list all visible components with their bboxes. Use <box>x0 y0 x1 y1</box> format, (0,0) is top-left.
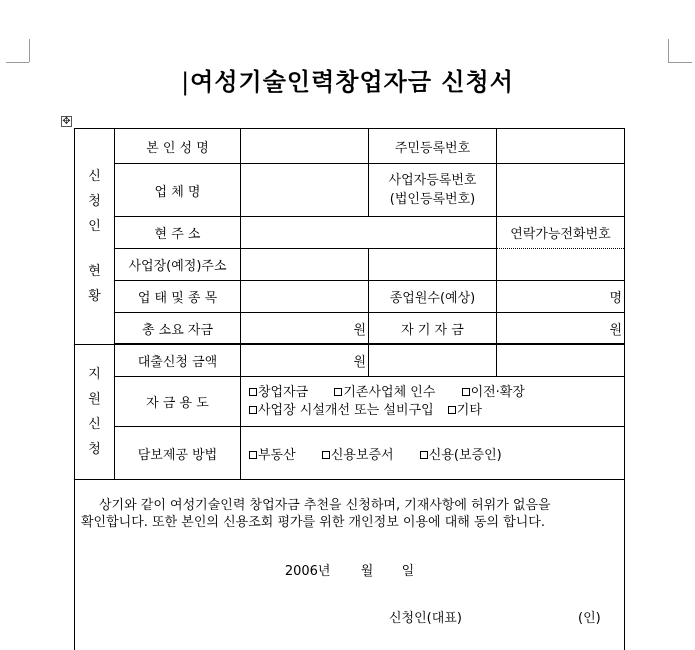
fund-usage-options <box>241 377 625 427</box>
name-field[interactable] <box>241 129 369 164</box>
document-title-text: 여성기술인력창업자금 신청서 <box>190 68 514 96</box>
checkbox-icon[interactable] <box>249 406 257 414</box>
business-address-label: 사업장(예정)주소 <box>115 249 241 281</box>
section-char: 청 <box>88 442 101 457</box>
usage-option-label: 이전·확장 <box>470 384 525 400</box>
collateral-option-label: 신용보증서 <box>330 447 394 463</box>
fund-usage-label: 자 금 용 도 <box>115 377 241 427</box>
applicant-signature-label: 신청인(대표) <box>389 611 462 626</box>
employees-field[interactable] <box>497 281 625 313</box>
total-fund-field[interactable] <box>241 313 369 344</box>
row-loan-amount <box>75 345 625 377</box>
document-title <box>0 62 695 97</box>
collateral-label: 담보제공 방법 <box>115 427 241 480</box>
row-company <box>75 164 625 217</box>
total-fund-label: 총 소요 자금 <box>115 313 241 344</box>
statement-text <box>81 497 618 531</box>
collateral-option-guarantee[interactable] <box>322 444 394 463</box>
checkbox-icon[interactable] <box>249 388 257 396</box>
business-address-field[interactable] <box>241 249 369 281</box>
row-collateral <box>75 427 625 480</box>
collateral-options <box>241 427 625 480</box>
row-address <box>75 217 625 249</box>
seal-mark: (인) <box>578 611 601 626</box>
row-business-type <box>75 281 625 313</box>
usage-option-label: 기존사업체 인수 <box>343 384 436 400</box>
company-name-field[interactable] <box>241 164 369 217</box>
own-fund-field[interactable] <box>497 313 625 344</box>
loan-blank-2 <box>497 345 625 377</box>
checkbox-icon[interactable] <box>334 388 342 396</box>
section-char: 황 <box>88 289 101 304</box>
crop-mark-top-left-vertical <box>29 39 30 62</box>
date-year: 2006년 <box>284 564 331 579</box>
address-label: 현 주 소 <box>115 217 241 249</box>
date-month: 월 <box>360 564 374 579</box>
collateral-option-label: 신용(보증인) <box>428 447 502 463</box>
loan-blank-1 <box>369 345 497 377</box>
statement-cell <box>75 480 625 650</box>
business-type-label: 업 태 및 종 목 <box>115 281 241 313</box>
address-field[interactable] <box>241 217 497 249</box>
resident-no-label: 주민등록번호 <box>369 129 497 164</box>
section-char: 청 <box>88 194 101 209</box>
business-reg-field[interactable] <box>497 164 625 217</box>
name-label: 본 인 성 명 <box>115 129 241 164</box>
checkbox-icon[interactable] <box>322 451 330 459</box>
signature-line <box>81 607 618 625</box>
employees-label: 종업원수(예상) <box>369 281 497 313</box>
row-name <box>75 129 625 164</box>
table-move-handle-icon[interactable]: ✥ <box>62 116 71 127</box>
section-char: 신 <box>88 169 101 184</box>
loan-amount-unit: 원 <box>353 355 366 370</box>
business-type-field[interactable] <box>241 281 369 313</box>
date-line <box>81 560 618 579</box>
own-fund-unit: 원 <box>609 322 622 338</box>
phone-label: 연락가능전화번호 <box>497 217 625 249</box>
collateral-option-real-estate[interactable] <box>249 444 296 463</box>
section-char: 신 <box>88 417 101 432</box>
company-name-label: 업 체 명 <box>115 164 241 217</box>
section-char: 원 <box>88 392 101 407</box>
usage-option-label: 기타 <box>456 402 482 418</box>
usage-option-startup[interactable] <box>249 384 308 402</box>
checkbox-icon[interactable] <box>462 388 470 396</box>
loan-amount-label: 대출신청 금액 <box>115 345 241 377</box>
usage-option-label: 창업자금 <box>258 384 309 400</box>
loan-amount-field[interactable] <box>241 345 369 377</box>
business-reg-label-line2: (법인등록번호) <box>389 192 476 207</box>
business-address-field-2[interactable] <box>369 249 497 281</box>
employees-unit: 명 <box>609 291 622 306</box>
section-char: 현 <box>88 264 101 279</box>
checkbox-icon[interactable] <box>249 451 257 459</box>
business-reg-label <box>369 164 497 217</box>
usage-option-acquisition[interactable] <box>334 384 435 402</box>
date-day: 일 <box>401 564 415 579</box>
row-fund-usage <box>75 377 625 427</box>
section-support-request <box>75 345 115 480</box>
usage-option-other[interactable] <box>448 402 482 420</box>
resident-no-field[interactable] <box>497 129 625 164</box>
crop-mark-top-right-vertical <box>668 39 669 62</box>
phone-field[interactable] <box>497 249 625 281</box>
business-reg-label-line1: 사업자등록번호 <box>388 173 477 188</box>
total-fund-unit: 원 <box>353 322 366 338</box>
text-cursor: | <box>181 68 191 96</box>
checkbox-icon[interactable] <box>420 451 428 459</box>
row-fund <box>75 313 625 344</box>
row-business-address <box>75 249 625 281</box>
statement-line-1: 상기와 같이 여성기술인력 창업자금 추천을 신청하며, 기재사항에 허위가 없음을 <box>99 498 551 513</box>
usage-option-label: 사업장 시설개선 또는 설비구입 <box>258 402 434 418</box>
usage-option-relocation[interactable] <box>462 384 525 402</box>
own-fund-label: 자 기 자 금 <box>369 313 497 344</box>
collateral-option-credit[interactable] <box>420 444 502 463</box>
section-applicant-status <box>75 129 115 345</box>
usage-option-facility[interactable] <box>249 402 434 420</box>
row-statement <box>75 480 625 650</box>
application-form-table <box>74 128 625 650</box>
section-char: 지 <box>88 367 101 382</box>
checkbox-icon[interactable] <box>448 406 456 414</box>
collateral-option-label: 부동산 <box>258 447 296 463</box>
statement-line-2: 확인합니다. 또한 본인의 신용조회 평가를 위한 개인정보 이용에 대해 동의 합니다. <box>81 515 546 530</box>
section-char: 인 <box>88 219 101 234</box>
